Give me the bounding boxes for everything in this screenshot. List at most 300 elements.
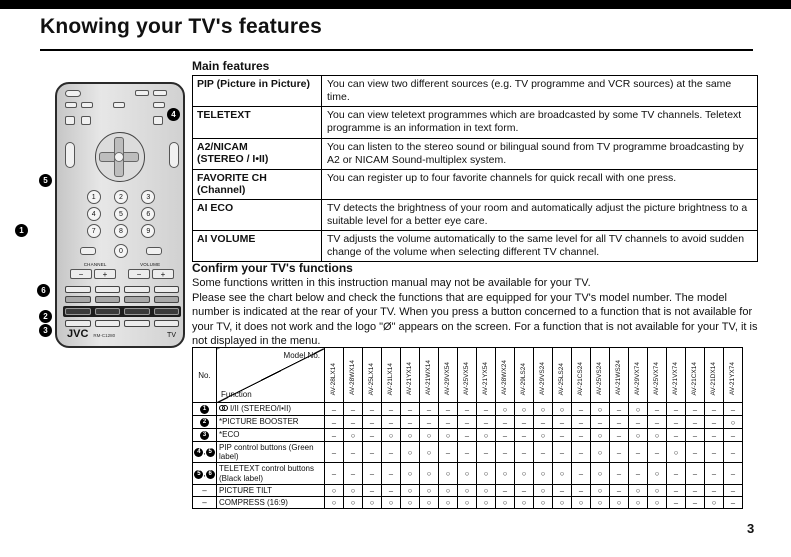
availability-mark: –	[629, 463, 648, 484]
side-button	[169, 142, 179, 168]
model-number-header	[515, 348, 534, 403]
key-5: 5	[114, 207, 128, 221]
model-number-text: AV-21WS24	[614, 360, 622, 395]
availability-mark: –	[458, 403, 477, 416]
button-row	[65, 286, 179, 293]
no-header: No.	[193, 348, 217, 403]
availability-mark: ○	[648, 463, 667, 484]
remote-button	[65, 308, 91, 315]
availability-mark: ○	[515, 463, 534, 484]
model-number-text: AV-21LX14	[386, 362, 394, 395]
model-number-header	[439, 348, 458, 403]
availability-mark: –	[325, 442, 344, 463]
function-no-cell: –	[193, 496, 217, 508]
channel-label: CHANNEL	[83, 262, 107, 267]
availability-mark: ○	[705, 496, 724, 508]
model-number-header	[534, 348, 553, 403]
availability-mark: –	[572, 442, 591, 463]
zero-row	[80, 244, 162, 258]
function-row	[193, 416, 743, 429]
availability-mark: ○	[610, 496, 629, 508]
availability-mark: –	[382, 442, 401, 463]
availability-mark: ○	[325, 496, 344, 508]
availability-mark: ○	[382, 429, 401, 442]
availability-mark: –	[477, 442, 496, 463]
availability-mark: ○	[591, 429, 610, 442]
availability-mark: –	[439, 416, 458, 429]
availability-mark: –	[363, 463, 382, 484]
availability-mark: –	[705, 463, 724, 484]
number-pad	[80, 190, 162, 238]
remote-button	[153, 90, 167, 96]
availability-mark: –	[724, 484, 743, 496]
availability-mark: ○	[629, 429, 648, 442]
availability-mark: ○	[534, 496, 553, 508]
function-no-cell: 5 , 6	[193, 463, 217, 484]
availability-mark: –	[686, 463, 705, 484]
model-number-text: AV-28LX14	[329, 362, 337, 395]
availability-mark: –	[382, 484, 401, 496]
availability-mark: ○	[439, 496, 458, 508]
remote-button	[80, 247, 96, 255]
availability-mark: –	[553, 442, 572, 463]
remote-button	[135, 90, 149, 96]
small-button-grid	[65, 286, 179, 330]
availability-mark: ○	[591, 403, 610, 416]
availability-mark: –	[534, 416, 553, 429]
availability-mark: ○	[401, 484, 420, 496]
availability-mark: –	[724, 429, 743, 442]
availability-mark: ○	[496, 403, 515, 416]
callout-3-badge: 3	[39, 324, 52, 337]
callout-2-badge: 2	[39, 310, 52, 323]
availability-mark: –	[344, 442, 363, 463]
availability-mark: ○	[591, 484, 610, 496]
availability-mark: –	[572, 484, 591, 496]
model-number-header	[344, 348, 363, 403]
remote-button	[154, 286, 180, 293]
feature-row	[193, 169, 758, 199]
availability-mark: –	[344, 416, 363, 429]
availability-mark: –	[325, 403, 344, 416]
availability-mark: –	[572, 403, 591, 416]
availability-mark: –	[724, 496, 743, 508]
function-row	[193, 403, 743, 416]
remote-button	[65, 102, 77, 108]
availability-mark: –	[705, 416, 724, 429]
remote-figure	[15, 80, 197, 358]
remote-button	[153, 116, 163, 125]
availability-mark: –	[610, 484, 629, 496]
teletext-black-label-row	[63, 306, 181, 317]
model-number-header	[667, 348, 686, 403]
availability-mark: –	[572, 416, 591, 429]
model-number-text: AV-29VX74	[633, 361, 641, 395]
model-number-text: AV-21DX14	[709, 361, 717, 395]
function-label-cell: TELETEXT control buttons (Black label)	[217, 463, 325, 484]
key-3: 3	[141, 190, 155, 204]
model-number-text: AV-21YX14	[405, 361, 413, 395]
availability-mark: –	[439, 442, 458, 463]
volume-up-button: +	[152, 269, 174, 279]
feature-row	[193, 138, 758, 169]
feature-description: TV detects the brightness of your room and automatically adjust the picture brightness to a suitable level for a better eye care.	[322, 199, 758, 230]
channel-rocker	[70, 269, 116, 279]
confirm-body-text: Please see the chart below and check the functions that are equipped for your TV's model number. The model number is indicated at the rear of your TV. When you press a button concerned to a function that is not available for your TV, it does not work and the logo "Ø" appears on the screen. For a function that is not available for your TV, it is not displayed in the menu.	[192, 291, 758, 348]
model-number-header	[686, 348, 705, 403]
remote-button	[154, 320, 180, 327]
availability-mark: ○	[515, 496, 534, 508]
availability-mark: ○	[591, 442, 610, 463]
feature-description: You can view teletext programmes which are broadcasted by some TV channels. Teletext programme is an information in text form.	[322, 107, 758, 138]
feature-row	[193, 199, 758, 230]
remote-model-text: RM-C1280	[93, 333, 116, 338]
availability-mark: –	[724, 442, 743, 463]
callout-number-badge: 4	[194, 448, 203, 457]
model-number-text: AV-21VX74	[671, 361, 679, 395]
availability-mark: –	[610, 429, 629, 442]
availability-mark: ○	[553, 403, 572, 416]
availability-mark: –	[724, 403, 743, 416]
availability-mark: –	[401, 416, 420, 429]
availability-mark: ○	[363, 496, 382, 508]
availability-mark: –	[420, 416, 439, 429]
availability-mark: –	[705, 429, 724, 442]
availability-mark: –	[363, 429, 382, 442]
remote-button	[65, 296, 91, 303]
model-number-header	[648, 348, 667, 403]
availability-mark: –	[686, 496, 705, 508]
title-rule	[40, 49, 753, 51]
key-9: 9	[141, 224, 155, 238]
main-features-heading: Main features	[192, 59, 270, 73]
availability-mark: ○	[458, 463, 477, 484]
availability-mark: –	[648, 416, 667, 429]
availability-mark: ○	[401, 463, 420, 484]
key-6: 6	[141, 207, 155, 221]
remote-button	[113, 102, 125, 108]
availability-mark: –	[553, 429, 572, 442]
model-no-label: Model No.	[283, 351, 320, 360]
dpad-center-button	[114, 152, 124, 162]
availability-mark: –	[515, 442, 534, 463]
availability-mark: ○	[667, 442, 686, 463]
availability-mark: ○	[439, 429, 458, 442]
availability-mark: –	[382, 463, 401, 484]
feature-description: TV adjusts the volume automatically to the same level for all TV channels to avoid sudden change of the volume when selecting different TV channel.	[322, 231, 758, 262]
availability-mark: –	[401, 403, 420, 416]
availability-mark: –	[363, 403, 382, 416]
remote-button	[95, 320, 121, 327]
availability-mark: –	[382, 403, 401, 416]
availability-mark: –	[477, 403, 496, 416]
confirm-intro-line: Some functions written in this instruction manual may not be available for your TV.	[192, 277, 591, 289]
model-number-header	[610, 348, 629, 403]
availability-mark: –	[667, 429, 686, 442]
availability-mark: ○	[439, 484, 458, 496]
button-row	[65, 320, 179, 327]
remote-button	[95, 286, 121, 293]
availability-mark: –	[496, 429, 515, 442]
availability-mark: –	[344, 463, 363, 484]
stereo-icon	[219, 404, 228, 413]
power-button	[65, 90, 81, 97]
availability-mark: ○	[648, 484, 667, 496]
model-number-text: AV-21YX54	[481, 361, 489, 395]
availability-mark: ○	[724, 416, 743, 429]
rocker-labels	[67, 262, 177, 267]
availability-mark: –	[686, 403, 705, 416]
remote-button	[154, 308, 180, 315]
feature-description: You can view two different sources (e.g. TV programme and VCR sources) at the same time.	[322, 76, 758, 107]
model-function-corner-header	[217, 348, 325, 403]
availability-mark: –	[705, 403, 724, 416]
availability-mark: ○	[629, 403, 648, 416]
availability-mark: –	[458, 429, 477, 442]
availability-mark: ○	[534, 463, 553, 484]
remote-button	[124, 296, 150, 303]
callout-number-badge: 1	[200, 405, 209, 414]
remote-button	[81, 102, 93, 108]
main-features-table	[192, 75, 758, 262]
availability-mark: –	[610, 416, 629, 429]
function-no-cell: 4 , 5	[193, 442, 217, 463]
availability-mark: ○	[477, 429, 496, 442]
availability-mark: –	[553, 416, 572, 429]
availability-mark: ○	[401, 429, 420, 442]
remote-button	[124, 320, 150, 327]
model-number-header	[724, 348, 743, 403]
model-number-text: AV-21CS24	[576, 361, 584, 395]
function-row	[193, 442, 743, 463]
availability-mark: ○	[591, 463, 610, 484]
availability-mark: –	[610, 442, 629, 463]
function-label-cell: COMPRESS (16:9)	[217, 496, 325, 508]
function-table-header-row	[193, 348, 743, 403]
availability-mark: –	[458, 416, 477, 429]
callout-number-badge: 2	[200, 418, 209, 427]
dpad-control	[95, 132, 145, 182]
model-number-text: AV-21WX14	[424, 360, 432, 395]
function-no-cell: –	[193, 484, 217, 496]
availability-mark: –	[686, 429, 705, 442]
availability-mark: ○	[420, 484, 439, 496]
availability-mark: –	[363, 442, 382, 463]
key-1: 1	[87, 190, 101, 204]
availability-mark: –	[344, 403, 363, 416]
availability-mark: –	[648, 403, 667, 416]
model-number-header	[458, 348, 477, 403]
model-number-header	[363, 348, 382, 403]
availability-mark: –	[724, 463, 743, 484]
callout-6-badge: 6	[37, 284, 50, 297]
pip-green-label-row	[65, 296, 179, 303]
availability-mark: ○	[344, 429, 363, 442]
availability-mark: –	[477, 416, 496, 429]
availability-mark: –	[496, 484, 515, 496]
page-title: Knowing your TV's features	[40, 15, 323, 38]
availability-mark: –	[686, 484, 705, 496]
volume-rocker	[128, 269, 174, 279]
availability-mark: ○	[477, 496, 496, 508]
feature-name: TELETEXT	[193, 107, 322, 138]
availability-mark: –	[458, 442, 477, 463]
availability-mark: ○	[420, 463, 439, 484]
feature-description: You can listen to the stereo sound or bilingual sound from TV programme broadcasting by A2 or NICAM Sound-multiplex system.	[322, 138, 758, 169]
remote-illustration	[55, 82, 185, 348]
availability-mark: ○	[344, 484, 363, 496]
availability-mark: ○	[648, 496, 667, 508]
volume-label: VOLUME	[140, 262, 161, 267]
availability-mark: ○	[420, 442, 439, 463]
availability-mark: ○	[629, 496, 648, 508]
availability-mark: ○	[420, 496, 439, 508]
availability-mark: ○	[458, 496, 477, 508]
availability-mark: –	[648, 442, 667, 463]
volume-down-button: −	[128, 269, 150, 279]
availability-mark: –	[496, 416, 515, 429]
key-4: 4	[87, 207, 101, 221]
model-number-header	[477, 348, 496, 403]
availability-mark: ○	[534, 484, 553, 496]
feature-name: PIP (Picture in Picture)	[193, 76, 322, 107]
availability-mark: –	[667, 463, 686, 484]
availability-mark: ○	[325, 484, 344, 496]
remote-button	[146, 247, 162, 255]
availability-mark: –	[705, 442, 724, 463]
function-no-cell	[193, 429, 217, 442]
availability-mark: –	[325, 416, 344, 429]
availability-mark: ○	[458, 484, 477, 496]
side-button	[65, 142, 75, 168]
availability-mark: –	[705, 484, 724, 496]
availability-mark: –	[534, 442, 553, 463]
availability-mark: –	[363, 484, 382, 496]
remote-button	[124, 308, 150, 315]
feature-name: AI VOLUME	[193, 231, 322, 262]
model-number-text: AV-25VS24	[595, 361, 603, 395]
availability-mark: ○	[572, 496, 591, 508]
function-label-cell: PIP control buttons (Green label)	[217, 442, 325, 463]
availability-mark: –	[572, 429, 591, 442]
model-number-text: AV-25LX14	[367, 362, 375, 395]
availability-mark: –	[629, 442, 648, 463]
availability-mark: –	[515, 416, 534, 429]
availability-mark: ○	[496, 463, 515, 484]
availability-mark: –	[572, 463, 591, 484]
function-label-cell: *ECO	[217, 429, 325, 442]
availability-mark: ○	[401, 442, 420, 463]
function-table	[192, 347, 743, 509]
confirm-heading: Confirm your TV's functions	[192, 261, 353, 275]
availability-mark: –	[667, 496, 686, 508]
model-number-text: AV-29VS24	[538, 361, 546, 395]
availability-mark: –	[420, 403, 439, 416]
model-number-header	[572, 348, 591, 403]
callout-4-badge: 4	[167, 108, 180, 121]
jvc-logo: JVC	[67, 328, 89, 340]
availability-mark: –	[382, 416, 401, 429]
tv-label: TV	[167, 332, 176, 339]
feature-row	[193, 231, 758, 262]
availability-mark: –	[629, 416, 648, 429]
availability-mark: –	[667, 403, 686, 416]
availability-mark: ○	[553, 463, 572, 484]
availability-mark: –	[363, 416, 382, 429]
availability-mark: –	[686, 416, 705, 429]
feature-name: AI ECO	[193, 199, 322, 230]
availability-mark: –	[496, 442, 515, 463]
function-no-cell	[193, 416, 217, 429]
model-number-header	[705, 348, 724, 403]
availability-mark: ○	[629, 484, 648, 496]
model-number-header	[420, 348, 439, 403]
availability-mark: –	[325, 463, 344, 484]
availability-mark: ○	[477, 463, 496, 484]
availability-mark: ○	[553, 496, 572, 508]
feature-name: A2/NICAM (STEREO / I•II)	[193, 138, 322, 169]
function-label-cell: PICTURE TILT	[217, 484, 325, 496]
function-row	[193, 463, 743, 484]
function-label-cell: I/II (STEREO/I•II)	[217, 403, 325, 416]
availability-mark: –	[515, 429, 534, 442]
availability-mark: –	[686, 442, 705, 463]
availability-mark: ○	[477, 484, 496, 496]
rockers	[67, 269, 177, 279]
availability-mark: –	[591, 416, 610, 429]
availability-mark: ○	[439, 463, 458, 484]
remote-button	[65, 320, 91, 327]
model-number-header	[591, 348, 610, 403]
callout-number-badge: 3	[200, 431, 209, 440]
top-black-bar	[0, 0, 791, 9]
availability-mark: –	[439, 403, 458, 416]
key-8: 8	[114, 224, 128, 238]
remote-button	[65, 286, 91, 293]
availability-mark: –	[325, 429, 344, 442]
key-7: 7	[87, 224, 101, 238]
model-number-text: AV-25VX74	[652, 361, 660, 395]
key-2: 2	[114, 190, 128, 204]
availability-mark: –	[610, 463, 629, 484]
availability-mark: ○	[496, 496, 515, 508]
callout-number-badge: 6	[206, 470, 215, 479]
availability-mark: ○	[344, 496, 363, 508]
channel-up-button: +	[94, 269, 116, 279]
remote-button	[153, 102, 165, 108]
model-number-header	[629, 348, 648, 403]
feature-row	[193, 107, 758, 138]
availability-mark: ○	[534, 429, 553, 442]
remote-button	[95, 296, 121, 303]
function-row	[193, 484, 743, 496]
availability-mark: –	[667, 484, 686, 496]
model-number-header	[382, 348, 401, 403]
model-number-text: AV-29LS24	[519, 362, 527, 395]
remote-button	[65, 116, 75, 125]
callout-number-badge: 5	[194, 470, 203, 479]
model-number-text: AV-28WX24	[500, 360, 508, 395]
callout-number-badge: 5	[206, 448, 215, 457]
remote-button	[81, 116, 91, 125]
function-label-cell: *PICTURE BOOSTER	[217, 416, 325, 429]
availability-mark: ○	[420, 429, 439, 442]
model-number-header	[325, 348, 344, 403]
remote-button	[124, 286, 150, 293]
function-no-cell	[193, 403, 217, 416]
model-number-header	[496, 348, 515, 403]
availability-mark: ○	[515, 403, 534, 416]
